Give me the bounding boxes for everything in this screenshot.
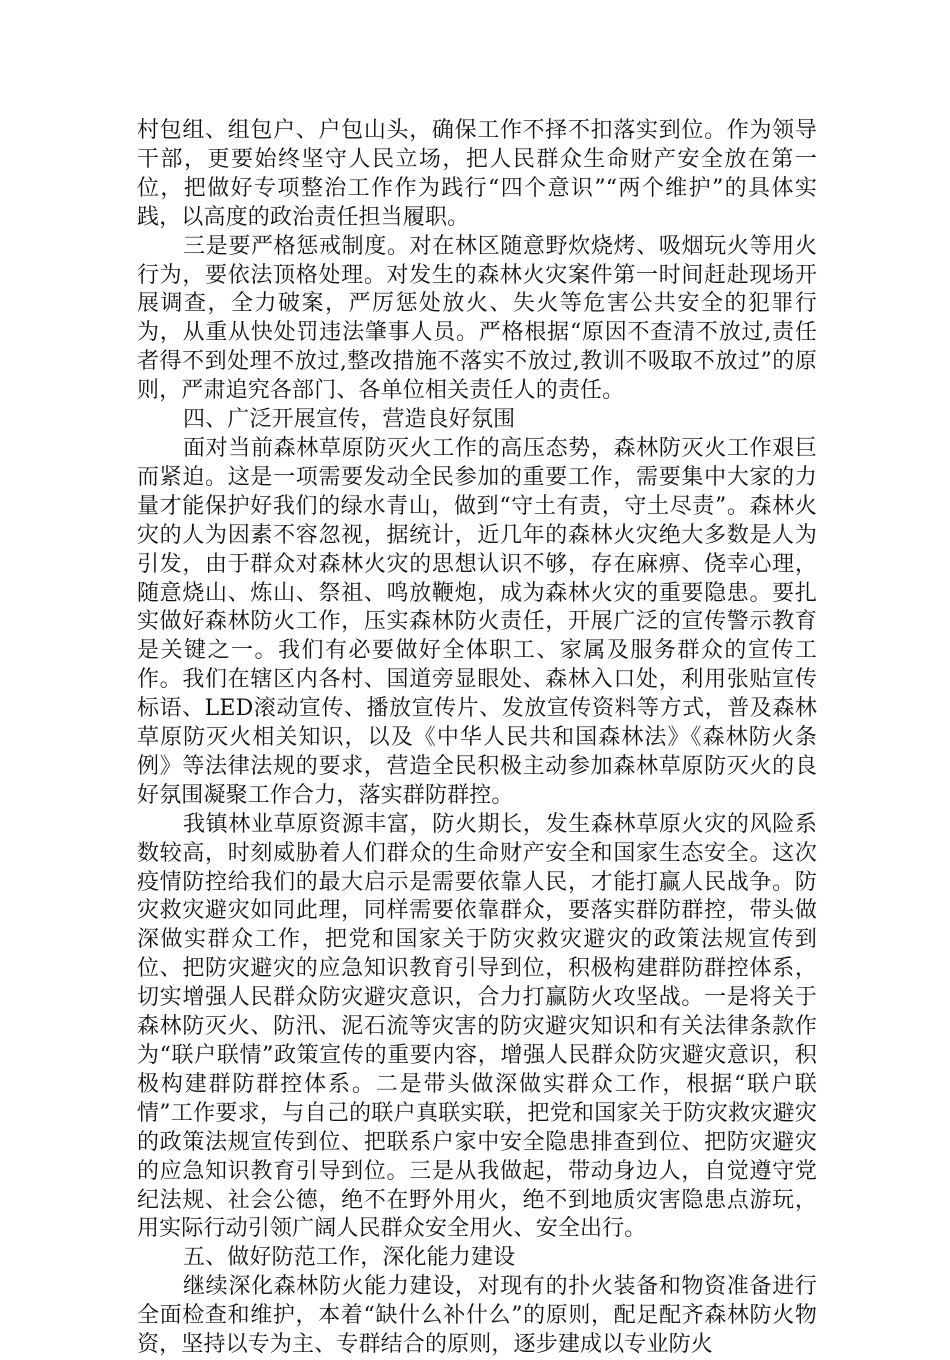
paragraph-capacity: 继续深化森林防火能力建设，对现有的扑火装备和物资准备进行全面检查和维护，本着“缺什么补什么”的原则，配足配齐森林防火物资，坚持以专为主、专群结合的原则，逐步建成以专业防火 bbox=[137, 1274, 817, 1358]
section-heading-prevention: 五、做好防范工作，深化能力建设 bbox=[183, 1245, 516, 1271]
paragraph-discipline: 三是要严格惩戒制度。对在林区随意野炊烧烤、吸烟玩火等用火行为，要依法顶格处理。对发生的森林火灾案件第一时间赶赴现场开展调查，全力破案，严厉惩处放火、失火等危害公共安全的犯罪行为，从重从快处罚违法肇事人员。严格根据“原因不查清不放过,责任者得不到处理不放过,整改措施不落实不放过,教训不吸取不放过”的原则，严肃追究各部门、各单位相关责任人的责任。 bbox=[137, 233, 817, 404]
section-heading-publicity: 四、广泛开展宣传，营造良好氛围 bbox=[183, 407, 516, 433]
paragraph-continuation: 村包组、组包户、户包山头，确保工作不择不扣落实到位。作为领导干部，更要始终坚守人民立场，把人民群众生命财产安全放在第一位，把做好专项整治工作作为践行“四个意识”“两个维护”的具体实践，以高度的政治责任担当履职。 bbox=[137, 118, 817, 230]
paragraph-publicity: 面对当前森林草原防灭火工作的高压态势，森林防灭火工作艰巨而紧迫。这是一项需要发动全民参加的重要工作，需要集中大家的力量才能保护好我们的绿水青山，做到“守土有责，守土尽责”。森林火灾的人为因素不容忽视，据统计，近几年的森林火灾绝大多数是人为引发，由于群众对森林火灾的思想认识不够，存在麻痹、侥幸心理，随意烧山、炼山、祭祖、鸣放鞭炮，成为森林火灾的重要隐患。要扎实做好森林防火工作，压实森林防火责任，开展广泛的宣传警示教育是关键之一。我们有必要做好全体职工、家属及服务群众的宣传工作。我们在辖区内各村、国道旁显眼处、森林入口处，利用张贴宣传标语、LED滚动宣传、播放宣传片、发放宣传资料等方式，普及森林草原防灭火相关知识，以及《中华人民共和国森林法》《森林防火条例》等法律法规的要求，营造全民积极主动参加森林草原防灭火的良好氛围凝聚工作合力，落实群防群控。 bbox=[137, 435, 817, 808]
paragraph-mass-prevention: 我镇林业草原资源丰富，防火期长，发生森林草原火灾的风险系数较高，时刻威胁着人们群众的生命财产安全和国家生态安全。这次疫情防控给我们的最大启示是需要依靠人民，才能打赢人民战争。防灾救灾避灾如同此理，同样需要依靠群众，要落实群防群控，带头做深做实群众工作，把党和国家关于防灾救灾避灾的政策法规宣传到位、把防灾避灾的应急知识教育引导到位，积极构建群防群控体系，切实增强人民群众防灾避灾意识，合力打赢防火攻坚战。一是将关于森林防灭火、防汛、泥石流等灾害的防灾避灾知识和有关法律条款作为“联户联情”政策宣传的重要内容，增强人民群众防灾避灾意识，积极构建群防群控体系。二是带头做深做实群众工作，根据“联户联情”工作要求，与自己的联户真联实联，把党和国家关于防灾救灾避灾的政策法规宣传到位、把联系户家中安全隐患排查到位、把防灾避灾的应急知识教育引导到位。三是从我做起，带动身边人，自觉遵守党纪法规、社会公德，绝不在野外用火，绝不到地质灾害隐患点游玩，用实际行动引领广阔人民群众安全用火、安全出行。 bbox=[137, 811, 817, 1242]
document-body bbox=[137, 117, 817, 1360]
